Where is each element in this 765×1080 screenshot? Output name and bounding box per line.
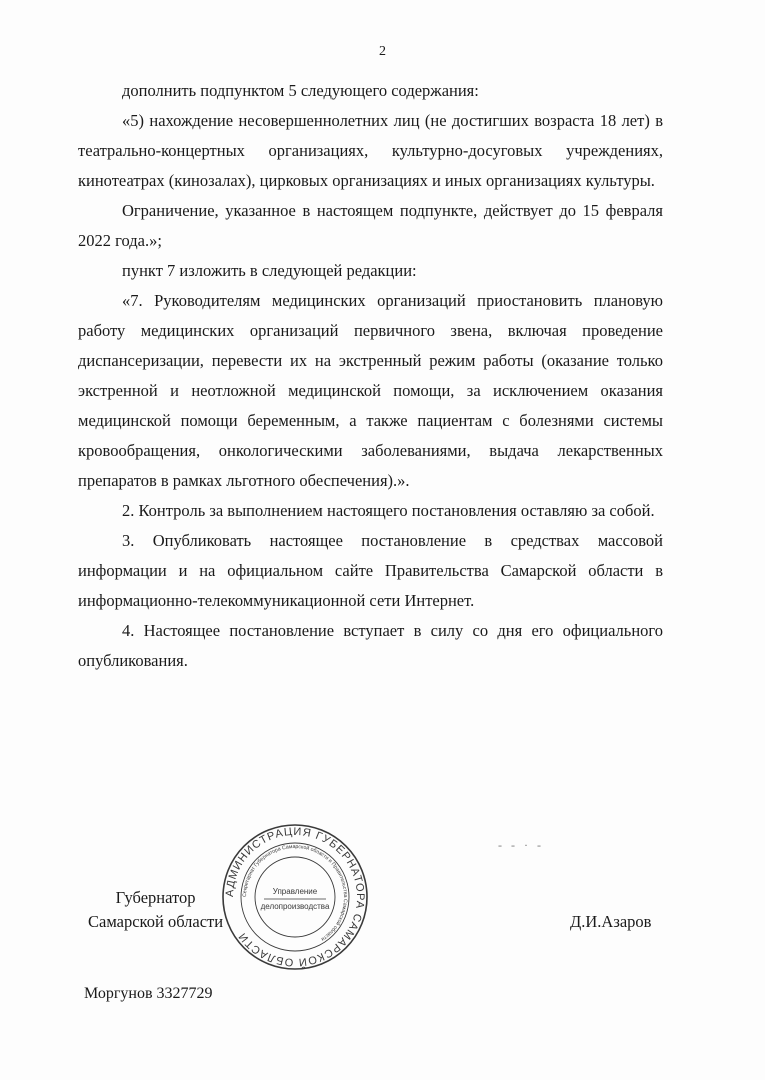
signatory-name: Д.И.Азаров [570,912,652,931]
seal-outer-text: АДМИНИСТРАЦИЯ ГУБЕРНАТОРА САМАРСКОЙ ОБЛАСТИ [223,825,367,969]
document-body [78,76,663,676]
page-number: 2 [379,44,386,59]
position-line-2: Самарской области [88,912,224,931]
paragraph-4: пункт 7 изложить в следующей редакции: [122,261,417,280]
seal-center-line-1: Управление [272,887,318,896]
paragraph-8: 4. Настоящее постановление вступает в силу со дня его официального опубликования. [78,621,663,670]
official-seal [220,822,370,972]
paragraph-3: Ограничение, указанное в настоящем подпункте, действует до 15 февраля 2022 года.»; [78,201,663,250]
paragraph-5: «7. Руководителям медицинских организаций приостановить плановую работу медицинских организаций первичного звена, включая проведение диспансеризации, перевести их на экстренный режим работы (оказание только экстренной и неотложной медицинской помощи, за исключением оказания медицинской помощи беременным, а также пациентам с болезнями системы кровообращения, онкологическими заболеваниями, выдача лекарственных препаратов в рамках льготного обеспечения).». [78,291,663,490]
paragraph-6: 2. Контроль за выполнением настоящего постановления оставляю за собой. [122,501,655,520]
paragraph-7: 3. Опубликовать настоящее постановление в средствах массовой информации и на официальном сайте Правительства Самарской области в информационно-телекоммуникационной сети Интернет. [78,531,663,610]
seal-middle-text: Секретариат Губернатора Самарской области и Правительства Самарской области [241,843,349,942]
seal-center-line-2: делопроизводства [260,902,330,911]
paragraph-1: дополнить подпунктом 5 следующего содержания: [122,81,479,100]
position-line-1: Губернатор [115,888,196,907]
pen-mark: ‐ ‐ · ‐ [498,838,544,852]
executor-contact: Моргунов 3327729 [84,985,213,1002]
signatory-position [88,886,223,934]
paragraph-2: «5) нахождение несовершеннолетних лиц (не достигших возраста 18 лет) в театрально-концертных организациях, культурно-досуговых учреждениях, кинотеатрах (кинозалах), цирковых организациях и иных организациях культуры. [78,111,663,190]
